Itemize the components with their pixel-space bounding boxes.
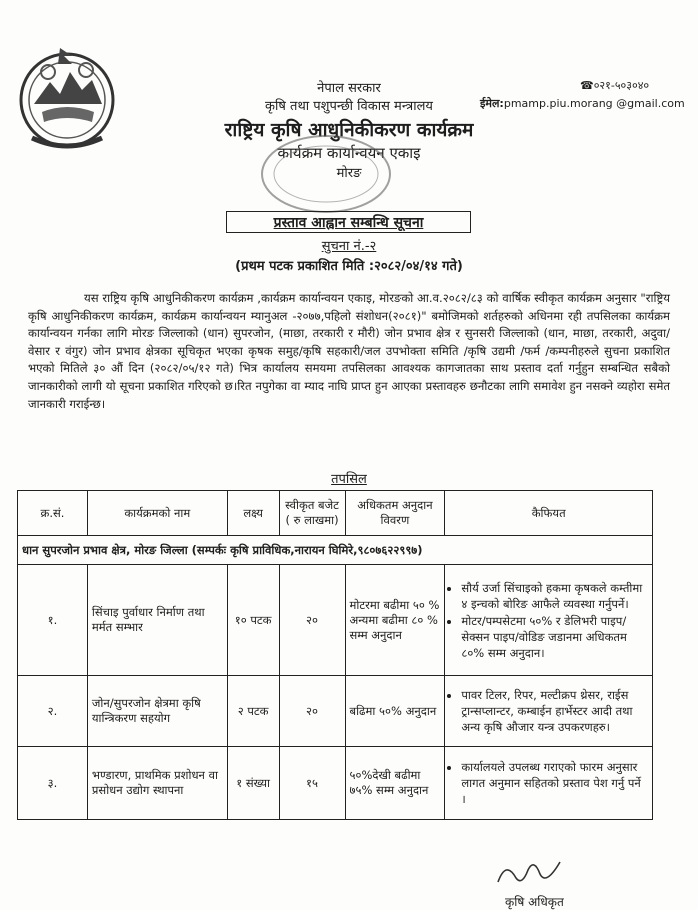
header-remarks: कैफियत	[445, 491, 653, 536]
schedule-title: तपसिल	[331, 472, 367, 487]
email-line	[480, 96, 685, 111]
row-subsidy: बढिमा ५०% अनुदान	[345, 676, 445, 747]
remark-item: • मोटर/पम्पसेटमा ५०% र डेलिभरी पाइप/सेक्सन पाइप/वोडिङ जडानमा अधिकतम ८०% सम्म अनुदान।	[461, 613, 648, 661]
row-remarks	[445, 676, 653, 747]
notice-title: प्रस्ताव आह्वान सम्बन्धि सूचना	[273, 214, 424, 231]
notice-number: सुचना नं.-२	[321, 239, 377, 254]
government-name: नेपाल सरकार	[317, 81, 381, 96]
notice-title-box	[226, 211, 471, 233]
ministry-name: कृषि तथा पशुपन्छी विकास मन्त्रालय	[265, 99, 433, 114]
row-subsidy: मोटरमा बढीमा ५० % अन्यमा बढीमा ८० % सम्म अनुदान	[345, 565, 445, 676]
signature-icon	[490, 852, 570, 892]
row-sn: ३.	[18, 747, 88, 820]
phone-number: ☎०२१-५०३०४०	[580, 79, 650, 92]
table-header-row	[18, 491, 653, 536]
row-subsidy: ५०%देखी बढीमा ७५% सम्म अनुदान	[345, 747, 445, 820]
table-row	[18, 676, 653, 747]
row-sn: २.	[18, 676, 88, 747]
row-program-name: भण्डारण, प्राथमिक प्रशोधन वा प्रसोधन उद्योग स्थापना	[87, 747, 227, 820]
row-budget: २०	[279, 565, 345, 676]
header-budget: स्वीकृत बजेट ( रु लाखमा)	[279, 491, 345, 536]
row-remarks	[445, 747, 653, 820]
table-row	[18, 565, 653, 676]
row-remarks	[445, 565, 653, 676]
row-program-name: सिंचाइ पुर्वाधार निर्माण तथा मर्मत सम्भार	[87, 565, 227, 676]
unit-name: कार्यक्रम कार्यान्वयन एकाइ	[277, 144, 421, 162]
email-label: ईमेल:	[480, 97, 504, 110]
header-program-name: कार्यक्रमको नाम	[87, 491, 227, 536]
notice-body: यस राष्ट्रिय कृषि आधुनिकीकरण कार्यक्रम ,कार्यक्रम कार्यान्वयन एकाइ, मोरङको आ.व.२०८२/८३ को वार्षिक स्वीकृत कार्यक्रम अनुसार "राष्ट्रिय कृषि आधुनिकीकरण कार्यक्रम, कार्यक्रम कार्यान्वयन म्यानुअल -२०७७,पहिलो संशोधन(२०८१)" बमोजिमको शर्तहरुको अधिनमा रही तपसिलका कार्यक्रम कार्यान्वयन गर्नका लागि मोरङ जिल्लाको (धान) सुपरजोन, (माछा, तरकारी र मौरी) जोन प्रभाव क्षेत्र र सुनसरी जिल्लाको (धान, माछा, तरकारी, अदुवा/वेसार र वंगुर) जोन प्रभाव क्षेत्रका सूचिकृत भएका कृषक समुह/कृषि सहकारी/जल उपभोक्ता समिति /कृषि उद्यमी /फर्म /कम्पनीहरुले सुचना प्रकाशित भएको मितिले ३० औं दिन (२०८२/०५/१२ गते) भित्र कार्यालय समयमा तपसिलका आवश्यक कागजातका साथ प्रस्ताव दर्ता गर्नुहुन सम्बन्धित सबैको जानकारीको लागी यो सूचना प्रकाशित गरिएको छ।रित नपुगेका वा म्याद नाघि प्राप्त हुन आएका प्रस्तावहरु छनौटका लागि समावेश हुन नसक्ने व्यहोरा समेत जानकारी गराईन्छ।	[28, 291, 670, 411]
row-target: २ पटक	[227, 676, 279, 747]
program-table	[17, 490, 653, 820]
header-target: लक्ष्य	[227, 491, 279, 536]
remark-item: • पावर टिलर, रिपर, मल्टीक्रप थ्रेसर, राईस ट्रान्सप्लान्टर, कम्बाईन हार्भेस्टर आदी तथा अन्य कृषि औजार यन्त्र उपकरणहरु।	[461, 687, 648, 735]
remark-item: • सौर्य उर्जा सिंचाइको हकमा कृषकले कम्तीमा ४ इन्चको बोरिङ आफैले व्यवस्था गर्नुपर्ने।	[461, 580, 648, 612]
row-program-name: जोन/सुपरजोन क्षेत्रमा कृषि यान्त्रिकरण सहयोग	[87, 676, 227, 747]
row-budget: १५	[279, 747, 345, 820]
header-sn: क्र.सं.	[18, 491, 88, 536]
signatory-title: कृषि अधिकृत	[505, 895, 564, 909]
header-subsidy: अधिकतम अनुदान विवरण	[345, 491, 445, 536]
remark-item: • कार्यालयले उपलब्ध गराएको फारम अनुसार लागत अनुमान सहितको प्रस्ताव पेश गर्नु पर्ने ।	[461, 759, 648, 807]
row-target: १० पटक	[227, 565, 279, 676]
section-row	[18, 536, 653, 565]
row-target: १ संख्या	[227, 747, 279, 820]
row-budget: २०	[279, 676, 345, 747]
email-address: pmamp.piu.morang @gmail.com	[503, 97, 685, 110]
table-row	[18, 747, 653, 820]
row-sn: १.	[18, 565, 88, 676]
office-location: मोरङ	[336, 166, 362, 181]
program-name: राष्ट्रिय कृषि आधुनिकीकरण कार्यक्रम	[224, 119, 474, 141]
section-label: धान सुपरजोन प्रभाव क्षेत्र, मोरङ जिल्ला (सम्पर्कः कृषि प्राविधिक,नारायन घिमिरे,९८०७६२२९९७)	[18, 536, 653, 565]
publication-date: (प्रथम पटक प्रकाशित मिति :२०८२/०४/१४ गते)	[235, 259, 463, 274]
office-stamp-icon	[258, 132, 394, 216]
